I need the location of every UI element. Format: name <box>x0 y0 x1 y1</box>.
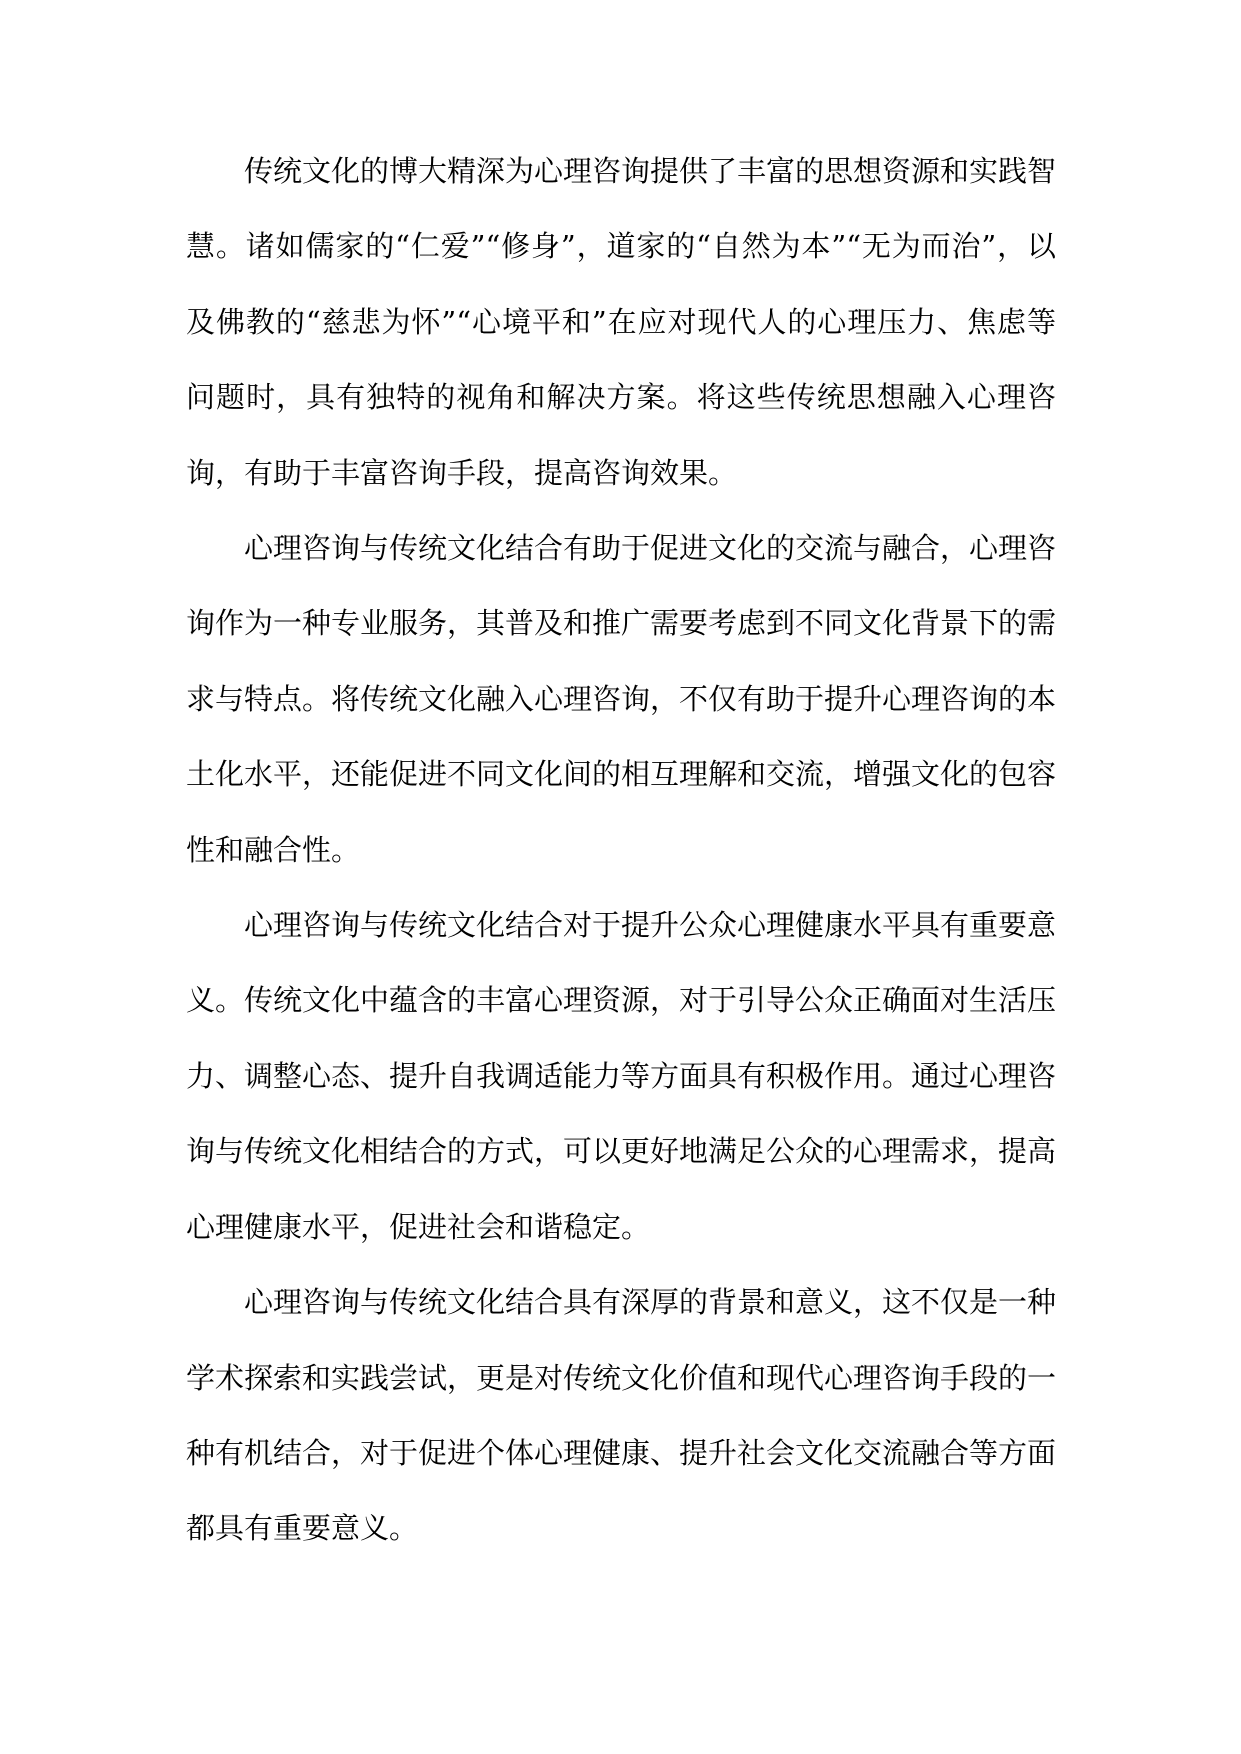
paragraph-2: 心理咨询与传统文化结合有助于促进文化的交流与融合，心理咨询作为一种专业服务，其普及和推广需要考虑到不同文化背景下的需求与特点。将传统文化融入心理咨询，不仅有助于提升心理咨询的本土化水平，还能促进不同文化间的相互理解和交流，增强文化的包容性和融合性。 <box>186 531 1057 867</box>
document-body <box>186 134 1056 1567</box>
paragraph-1: 传统文化的博大精深为心理咨询提供了丰富的思想资源和实践智慧。诸如儒家的“仁爱”“修身”，道家的“自然为本”“无为而治”，以及佛教的“慈悲为怀”“心境平和”在应对现代人的心理压力、焦虑等问题时，具有独特的视角和解决方案。将这些传统思想融入心理咨询，有助于丰富咨询手段，提高咨询效果。 <box>186 154 1057 490</box>
paragraph-3: 心理咨询与传统文化结合对于提升公众心理健康水平具有重要意义。传统文化中蕴含的丰富心理资源，对于引导公众正确面对生活压力、调整心态、提升自我调适能力等方面具有积极作用。通过心理咨询与传统文化相结合的方式，可以更好地满足公众的心理需求，提高心理健康水平，促进社会和谐稳定。 <box>186 908 1057 1244</box>
paragraph-4: 心理咨询与传统文化结合具有深厚的背景和意义，这不仅是一种学术探索和实践尝试，更是对传统文化价值和现代心理咨询手段的一种有机结合，对于促进个体心理健康、提升社会文化交流融合等方面都具有重要意义。 <box>186 1285 1057 1546</box>
